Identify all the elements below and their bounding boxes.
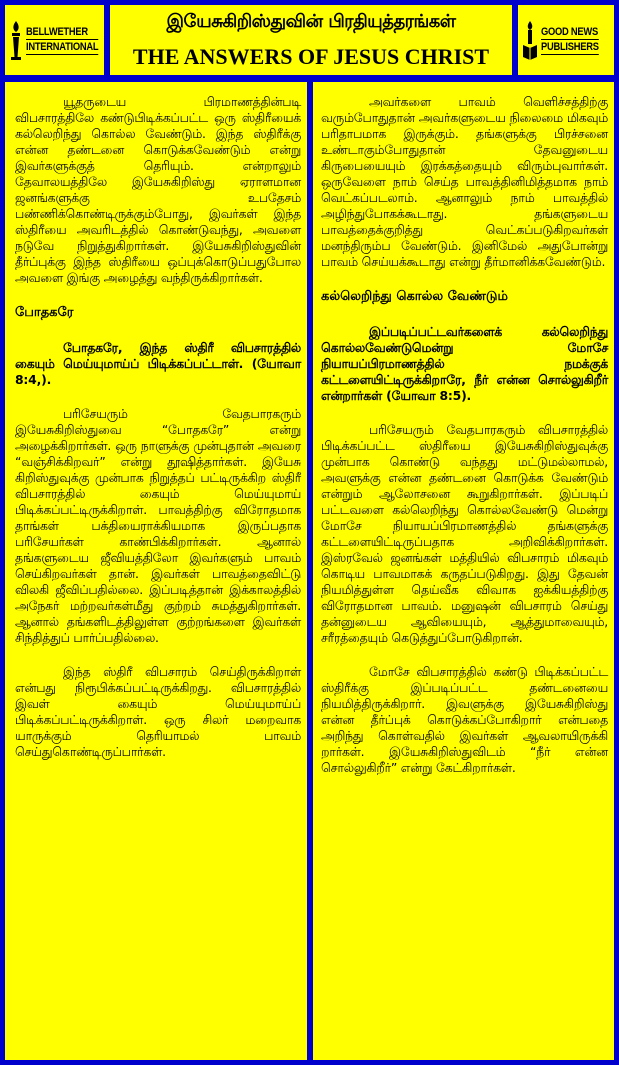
page-title-english: THE ANSWERS OF JESUS CHRIST [132,44,490,69]
logo-left-line1: BELLWETHER [26,25,98,40]
right-section-heading: கல்லெறிந்து கொல்ல வேண்டும் [321,289,508,304]
left-scripture-quote: போதகரே, இந்த ஸ்திரீ விபசாரத்தில் கையும் மெய்யுமாய்ப் பிடிக்கப்பட்டாள். (யோவா 8:4,). [15,340,301,387]
page-title-tamil: இயேசுகிறிஸ்துவின் பிரதியுத்தரங்கள் [166,11,456,32]
left-paragraph-1: யூதருடைய பிரமாணத்தின்படி விபசாரத்திலே கண்டுபிடிக்கப்பட்ட ஒரு ஸ்திரீயைக் கல்லெறிந்து கொல்ல வேண்டும். இந்த ஸ்திரீக்கு என்ன தண்டனை கொடுக்கவேண்டும் என்று இவர்களுக்குத் தெரியும். என்றாலும் தேவாலயத்திலே இயேசுகிறிஸ்து ஏராளமான ஜனங்களுக்கு உபதேசம் பண்ணிக்கொண்டிருக்கும்போது, இவர்கள் இந்த ஸ்திரீயை அவரிடத்தில் கொண்டுவந்து, அவளை நடுவே நிறுத்துகிறார்கள். இயேசுகிறிஸ்துவின் தீர்ப்புக்கு இந்த ஸ்திரீயை ஒப்புக்கொடுப்பதுபோல அவளை இங்கு அழைத்து வந்திருக்கிறார்கள். [15,94,301,285]
logo-right-line1: GOOD NEWS [541,26,598,38]
left-column [5,82,307,1060]
logo-left-line2: INTERNATIONAL [26,41,99,53]
left-section-heading: போதகரே [15,305,74,320]
right-paragraph-1: அவர்களை பாவம் வெளிச்சத்திற்கு வரும்போதுதான் அவர்களுடைய நிலைமை மிகவும் பரிதாபமாக இருக்கும். தங்களுக்கு பிரச்சனை உண்டாகும்போதுதான் தேவனுடைய கிருபையையும் இரக்கத்தையும் விரும்புவார்கள். ஒருவேளை நாம் செய்த பாவத்தினிமித்தமாக நாம் வெட்கப்படலாம். ஆனாலும் நாம் பாவத்தில் அழிந்துபோகக்கூடாது. தங்களுடைய பாவத்தைக்குறித்து வெட்கப்படுகிறவர்கள் மனந்திரும்ப வேண்டும். இனிமேல் அதுபோன்று பாவம் செய்யக்கூடாது என்று தீர்மானிக்கவேண்டும். [321,94,608,269]
book-torch-icon [522,19,538,61]
good-news-logo [518,5,614,75]
right-paragraph-2: பரிசேயரும் வேதபாரகரும் விபசாரத்தில் பிடிக்கப்பட்ட ஸ்திரீயை இயேசுகிறிஸ்துவுக்கு முன்பாக கொண்டு வந்தது மட்டுமல்லாமல், அவளுக்கு என்ன தண்டனை கொடுக்க வேண்டும் என்றும் ஆலோசனை கூறுகிறார்கள். இப்படிப் பட்டவளை கல்லெறிந்து கொல்லவேண்டு மென்று மோசே நியாயப்பிரமாணத்தில் தங்களுக்கு கட்டளையிட்டிருப்பதாக அறிவிக்கிறார்கள். இஸ்ரவேல் ஜனங்கள் மத்தியில் விபசாரம் மிகவும் கொடிய பாவமாகக் கருதப்படுகிறது. இது தேவன் நியமித்துள்ள தெய்வீக விவாக ஐக்கியத்திற்கு விரோதமான பாவம். மனுஷன் விபசாரம் செய்து தன்னுடைய ஆவியையும், ஆத்துமாவையும், சரீரத்தையும் கெடுத்துப்போடுகிறான். [321,422,608,645]
left-paragraph-2: பரிசேயரும் வேதபாரகரும் இயேசுகிறிஸ்துவை “போதகரே” என்று அழைக்கிறார்கள். ஒரு நாளுக்கு முன்புதான் அவரை “வஞ்சிக்கிறவர்” என்று தூஷித்தார்கள். இயேசு கிறிஸ்துவுக்கு முன்பாக நிறுத்தப் பட்டிருக்கிற ஸ்திரீ விபசாரத்தில் கையும் மெய்யுமாய் பிடிக்கப்பட்டிருக்கிறாள். பாவத்திற்கு விரோதமாக தாங்கள் பக்தியைராக்கியமாக இருப்பதாக பரிசேயர்கள் காண்பிக்கிறார்கள். ஆனால் தங்களுடைய ஜீவியத்திலோ இவர்களும் பாவம் செய்கிறவர்கள் தான். இவர்கள் பாவத்தைவிட்டு விலகி ஜீவிப்பதில்லை. இப்படித்தான் இக்காலத்தில் அநேகர் மற்றவர்கள்மீது குற்றம் சுமத்துகிறார்கள். ஆனால் தங்களிடத்திலுள்ள குற்றங்களை இவர்கள் சிந்தித்துப் பார்ப்பதில்லை. [15,406,301,645]
right-paragraph-3: மோசே விபசாரத்தில் கண்டு பிடிக்கப்பட்ட ஸ்திரீக்கு இப்படிப்பட்ட தண்டனையை நியமித்திருக்கிறார். இவளுக்கு இயேசுகிறிஸ்து என்ன தீர்ப்புக் கொடுக்கப்போகிறார் என்பதை அறிந்து கொள்வதில் இவர்கள் ஆவலாயிருக்கி றார்கள். இயேசுகிறிஸ்துவிடம் “நீர் என்ன சொல்லுகிறீர்” என்று கேட்கிறார்கள். [321,664,608,775]
left-paragraph-3: இந்த ஸ்திரீ விபசாரம் செய்திருக்கிறாள் என்பது நிரூபிக்கப்பட்டிருக்கிறது. விபசாரத்தில் இவள் கையும் மெய்யுமாய்ப் பிடிக்கப்பட்டிருக்கிறாள். ஒரு சிலர் மறைவாக யாருக்கும் தெரியாமல் பாவம் செய்துகொண்டிருப்பார்கள். [15,664,301,759]
right-column [313,82,614,1060]
page-header [110,5,512,75]
right-scripture-quote: இப்படிப்பட்டவர்களைக் கல்லெறிந்து கொல்லவேண்டுமென்று மோசே நியாயப்பிரமாணத்தில் நமக்குக் கட்டளையிட்டிருக்கிறாரே, நீர் என்ன சொல்லுகிறீர் என்றார்கள் (யோவா 8:5). [321,324,608,403]
bellwether-logo [5,5,104,75]
logo-right-line2: PUBLISHERS [541,41,599,53]
torch-icon [9,19,23,61]
